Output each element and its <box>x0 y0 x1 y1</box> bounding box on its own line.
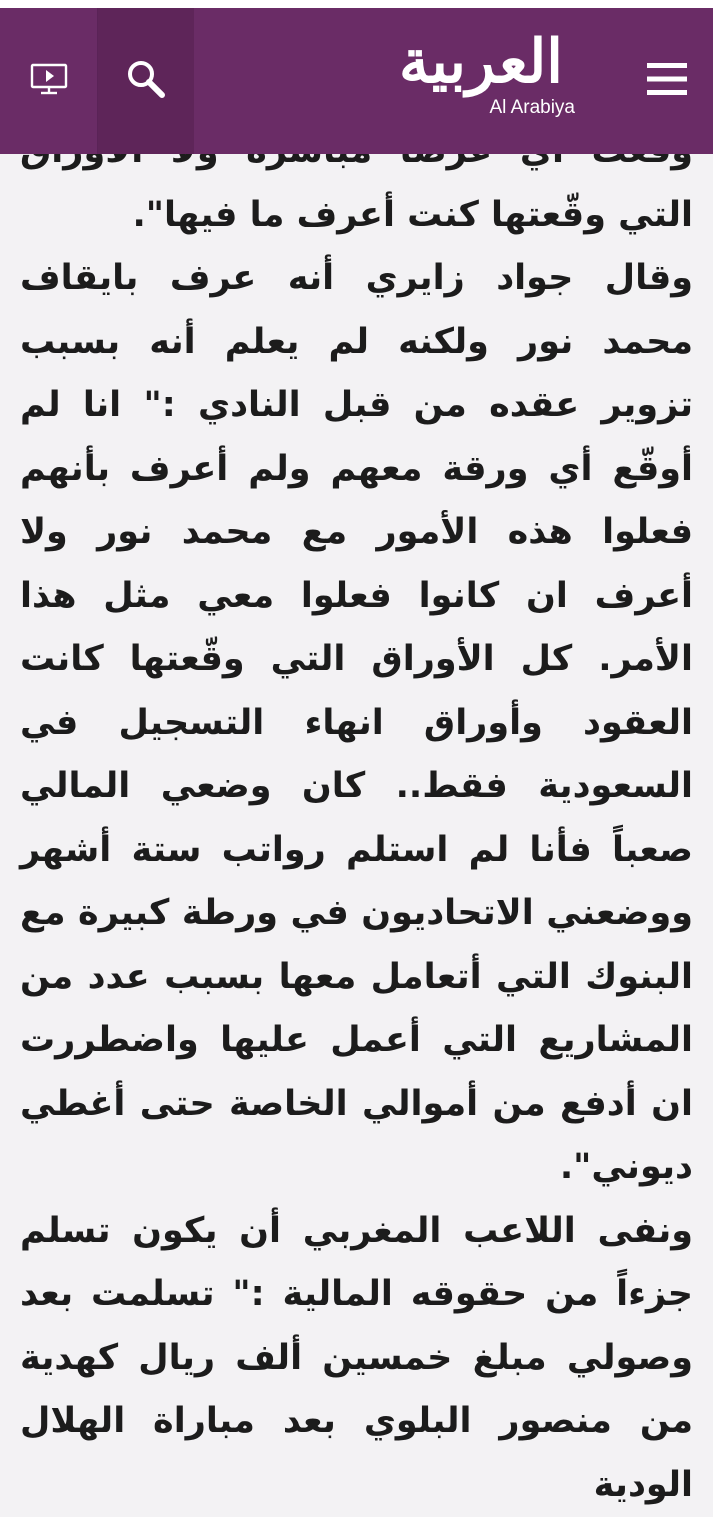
tv-play-icon <box>29 59 69 103</box>
logo-arabic-text: العربية <box>381 28 581 96</box>
search-button[interactable] <box>98 8 194 154</box>
search-icon <box>124 57 168 105</box>
hamburger-menu-icon <box>646 61 688 101</box>
article-paragraph-3: ونفى اللاعب المغربي أن يكون تسلم جزءاً من حقوقه المالية :" تسلمت بعد وصولي مبلغ خمسين ألف ريال كهدية من منصور البلوي بعد مباراة الهلال الودية <box>20 1200 693 1517</box>
nav-bar <box>0 8 713 154</box>
article-paragraph-1: التي وقّعتها كنت أعرف ما فيها". <box>20 120 693 247</box>
top-header <box>0 0 713 154</box>
al-arabiya-logo[interactable] <box>381 28 581 128</box>
article-paragraph-2: وقال جواد زايري أنه عرف بايقاف محمد نور ولكنه لم يعلم أنه بسبب تزوير عقده من قبل النادي :" انا لم أوقّع أي ورقة معهم ولم أعرف بأنهم فعلوا هذه الأمور مع محمد نور ولا أعرف ان كانوا فعلوا معي مثل هذا الأمر. كل الأوراق التي وقّعتها كانت العقود وأوراق انهاء التسجيل في السعودية فقط.. كان وضعي المالي صعباً فأنا لم استلم رواتب ستة أشهر ووضعني الاتحاديون في ورطة كبيرة مع البنوك التي أتعامل معها بسبب عدد من المشاريع التي أعمل عليها واضطررت ان أدفع من أموالي الخاصة حتى أغطي ديوني". <box>20 247 693 1200</box>
article-text <box>0 120 713 1517</box>
article-body <box>0 120 713 1200</box>
logo-area <box>194 8 713 154</box>
menu-button[interactable] <box>621 8 713 154</box>
logo-english-text: Al Arabiya <box>381 98 581 118</box>
tv-button[interactable] <box>0 8 98 154</box>
